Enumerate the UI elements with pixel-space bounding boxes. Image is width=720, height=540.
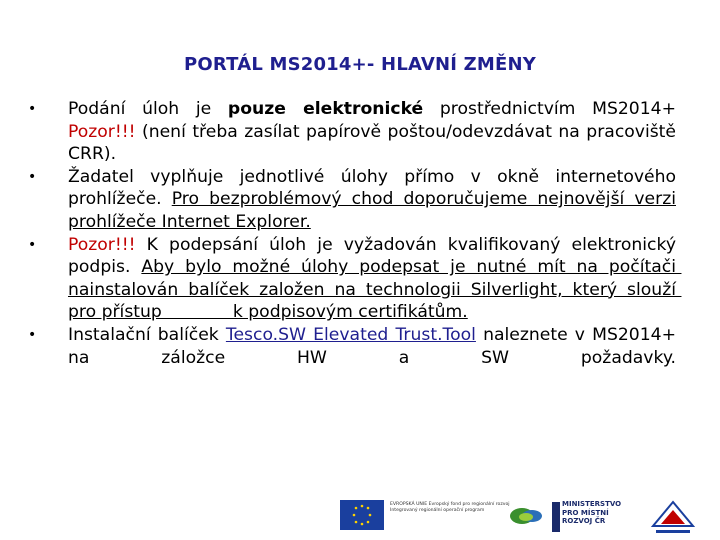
- bullet-item-1: [26, 98, 676, 166]
- text: K podepsání úloh je vyžadován kvalifikovaný elektronický podpis.: [68, 234, 676, 278]
- text: (není třeba zasílat papírově poštou/odevzdávat na pracoviště CRR).: [68, 121, 676, 165]
- bullet-dot: •: [28, 168, 37, 185]
- crr-logo-icon: [648, 500, 698, 536]
- bullet-item-4: [26, 324, 676, 369]
- page-title: PORTÁL MS2014+- HLAVNÍ ZMĚNY: [183, 54, 537, 75]
- bullet-dot: •: [28, 236, 37, 253]
- bullet-dot: •: [28, 101, 37, 117]
- footer-logos: [330, 496, 720, 540]
- mmr-logo-icon: [552, 502, 560, 532]
- ministry-text: MINISTERSTVO PRO MÍSTNÍ ROZVOJ ČR: [562, 500, 622, 526]
- underlined-text: Pro bezproblémový chod doporučujeme nejnovější verzi prohlížeče Internet Explorer.: [68, 189, 676, 232]
- text: prostřednictvím MS2014+: [423, 99, 676, 119]
- bullet-dot: •: [28, 326, 37, 343]
- eu-program-text: EVROPSKÁ UNIE Evropský fond pro regionální rozvoj Integrovaný regionální operační program: [390, 502, 510, 513]
- text: naleznete v MS2014+ na záložce HW a SW požadavky.: [68, 324, 677, 368]
- bullet-item-3: [26, 234, 682, 324]
- warning-text: Pozor!!!: [68, 234, 136, 255]
- text: Podání úloh je: [68, 99, 228, 119]
- bullet-list: [26, 98, 682, 369]
- text: Instalační balíček: [68, 324, 226, 345]
- tool-link[interactable]: Tesco.SW Elevated Trust.Tool: [225, 324, 476, 345]
- eu-flag-icon: [340, 500, 384, 530]
- emphasis-text: pouze elektronické: [227, 99, 424, 119]
- text: Žadatel vyplňuje jednotlivé úlohy přímo v okně internetového prohlížeče.: [68, 166, 676, 210]
- warning-text: Pozor!!!: [68, 121, 136, 142]
- irop-leaf-icon: [508, 504, 544, 528]
- bullet-item-2: [26, 166, 676, 234]
- underlined-text: Aby bylo možné úlohy podepsat je nutné mít na počítači nainstalován balíček založen na technologii Silverlight, který slouží pro přístup k podpisovým certifikátům.: [68, 257, 682, 323]
